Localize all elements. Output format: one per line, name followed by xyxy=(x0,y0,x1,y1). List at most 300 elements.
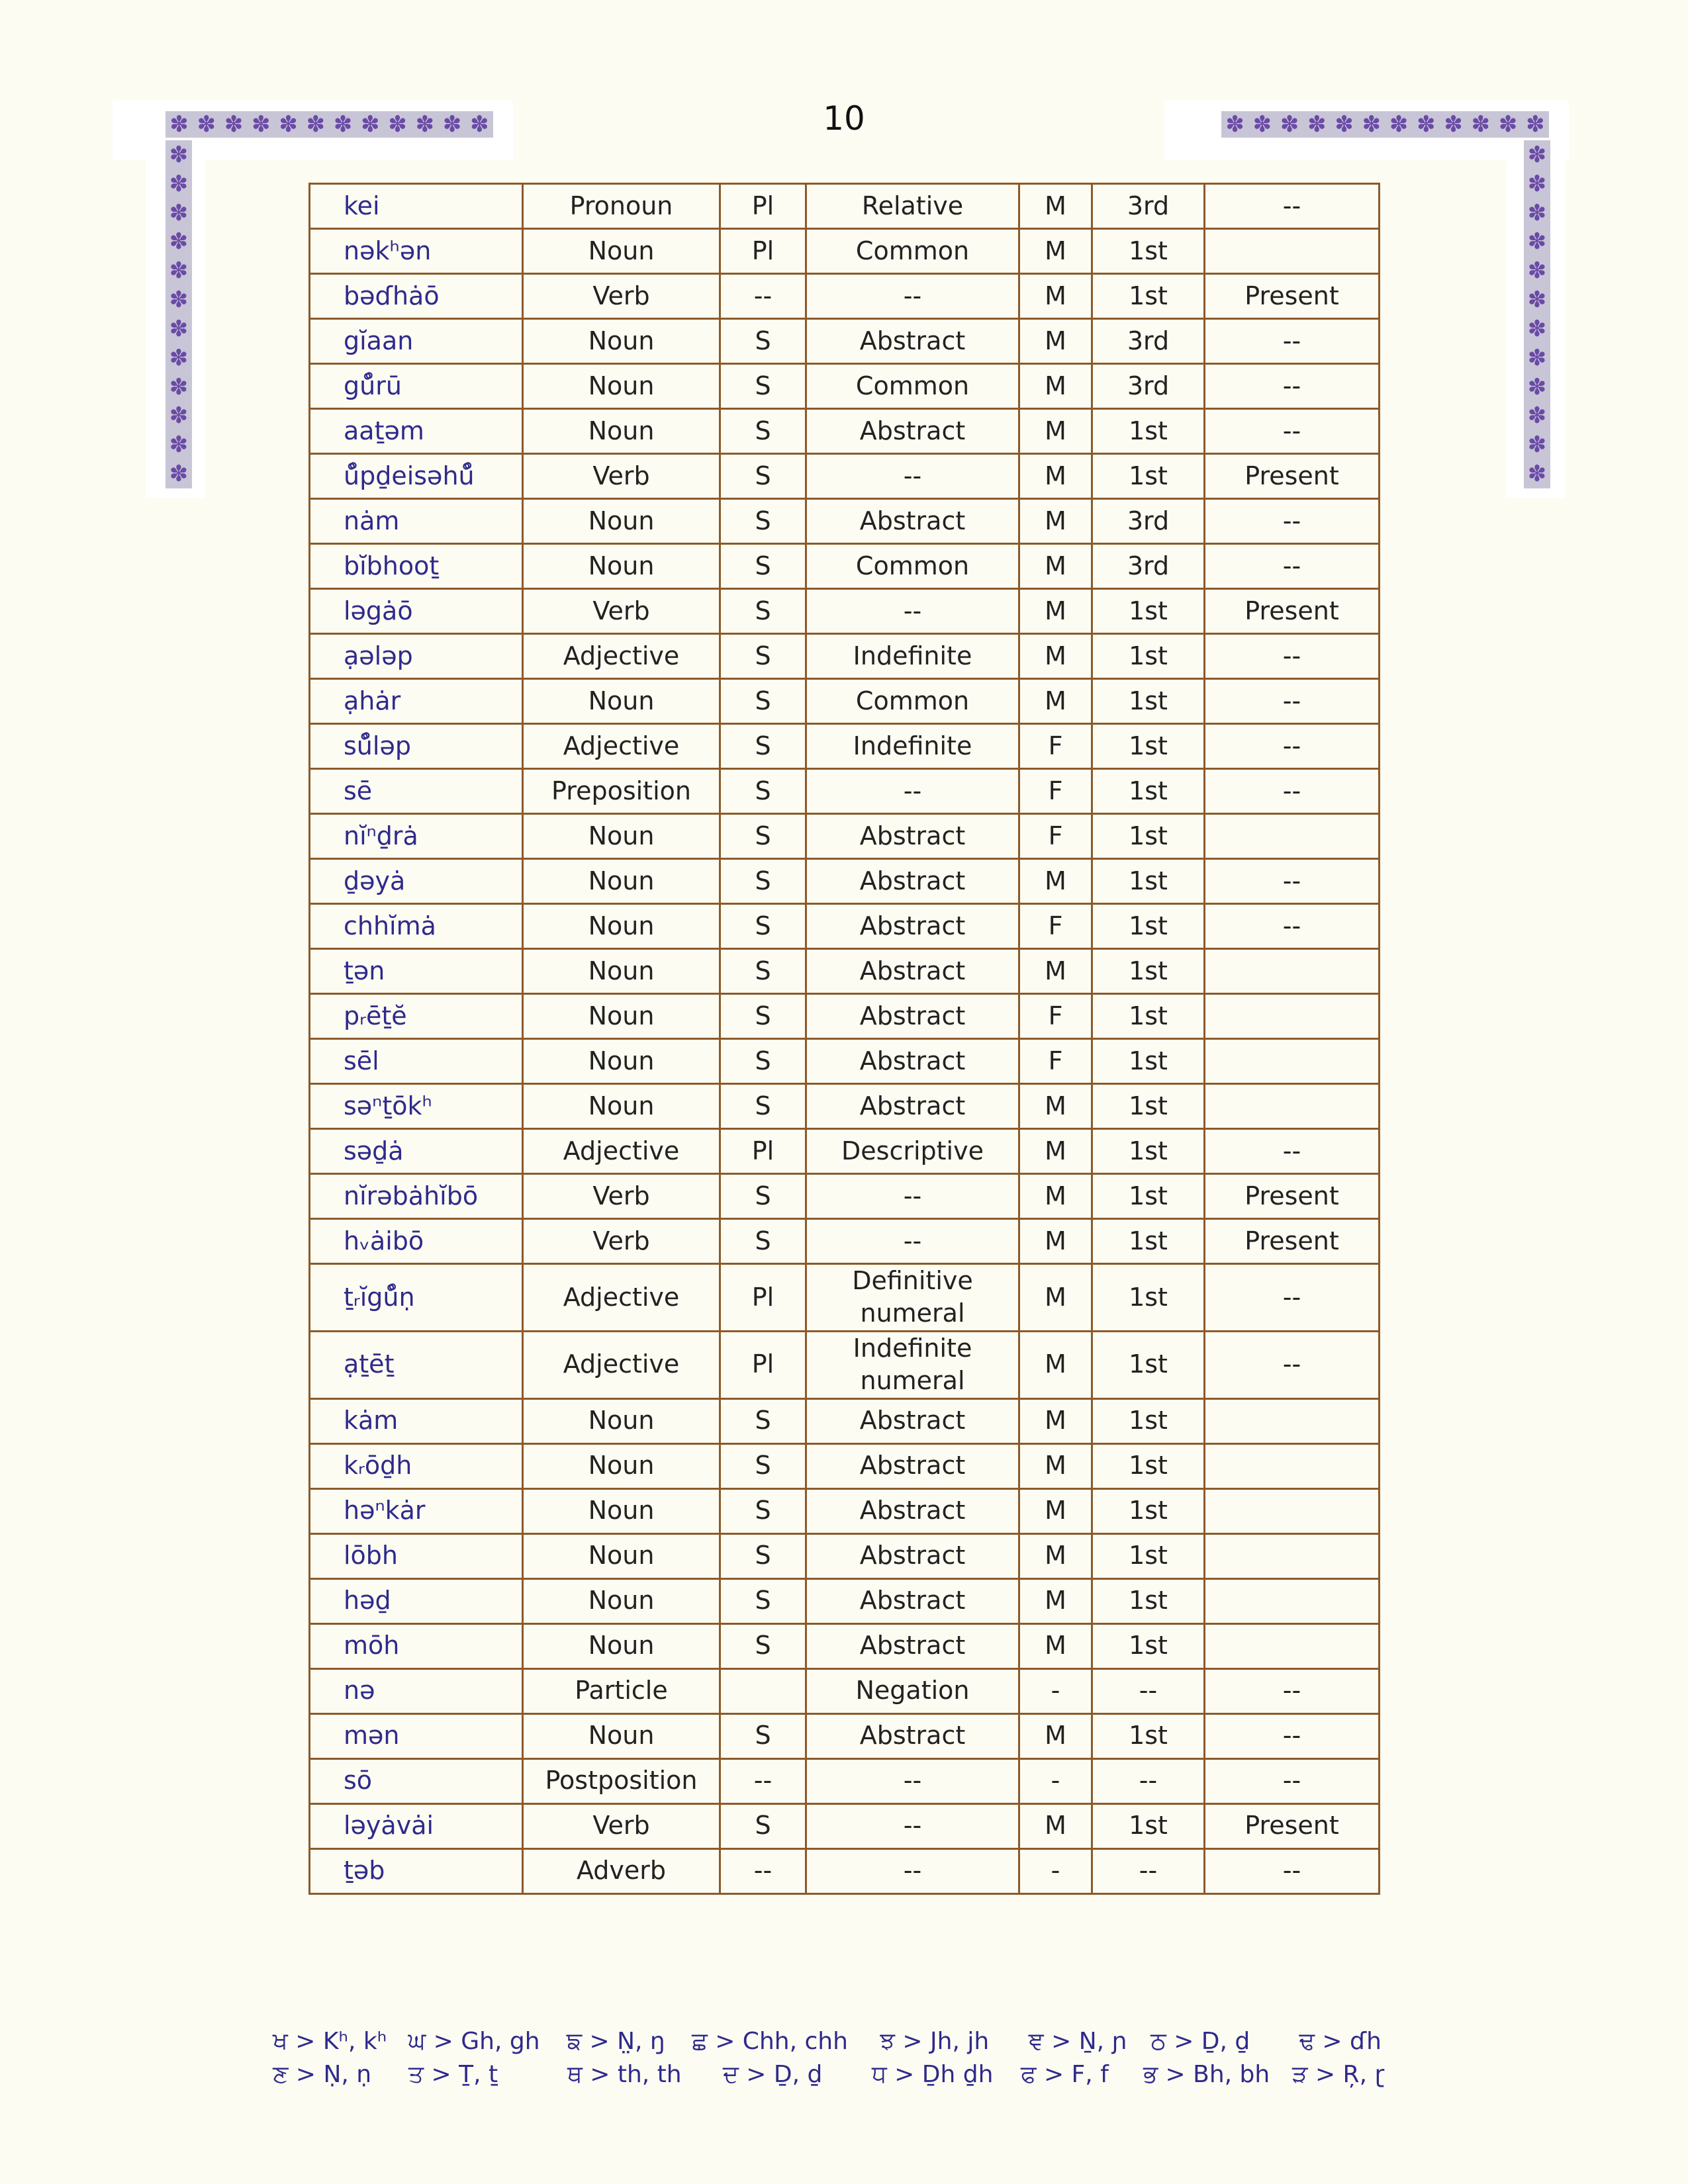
pos-cell: Noun xyxy=(523,1443,720,1488)
pos-cell: Verb xyxy=(523,589,720,634)
person-cell: 1st xyxy=(1092,1713,1205,1758)
word-cell: ạhȧr xyxy=(310,679,523,724)
gender-cell: M xyxy=(1019,1578,1092,1623)
word-cell: ạṯēṯ xyxy=(310,1331,523,1398)
table-row xyxy=(310,1174,1380,1219)
pos-cell: Noun xyxy=(523,409,720,454)
pos-cell: Noun xyxy=(523,859,720,904)
table-row xyxy=(310,769,1380,814)
flower-ornament-icon: ✽ xyxy=(1527,228,1547,255)
pos-cell: Verb xyxy=(523,1219,720,1264)
person-cell: 1st xyxy=(1092,814,1205,859)
table-row xyxy=(310,724,1380,769)
tense-cell: Present xyxy=(1205,1219,1380,1264)
table-row xyxy=(310,1488,1380,1533)
tense-cell xyxy=(1205,1578,1380,1623)
tense-cell: -- xyxy=(1205,904,1380,949)
tense-cell: Present xyxy=(1205,454,1380,499)
pos-cell: Noun xyxy=(523,904,720,949)
gender-cell: M xyxy=(1019,1331,1092,1398)
flower-ornament-icon: ✽ xyxy=(1527,373,1547,400)
tense-cell xyxy=(1205,1533,1380,1578)
type-cell: Relative xyxy=(806,184,1019,229)
flower-ornament-icon: ✽ xyxy=(1471,111,1491,138)
number-cell: Pl xyxy=(720,1331,806,1398)
word-cell: həḏ xyxy=(310,1578,523,1623)
flower-ornament-icon: ✽ xyxy=(361,111,380,138)
number-cell: -- xyxy=(720,1848,806,1893)
tense-cell xyxy=(1205,1084,1380,1129)
gender-cell: M xyxy=(1019,274,1092,319)
legend-item: ਞ > Ṉ, ɲ xyxy=(1028,2028,1127,2055)
gender-cell: F xyxy=(1019,994,1092,1039)
gender-cell: M xyxy=(1019,544,1092,589)
gender-cell: M xyxy=(1019,1533,1092,1578)
person-cell: 1st xyxy=(1092,1129,1205,1174)
tense-cell: -- xyxy=(1205,1758,1380,1803)
tense-cell: -- xyxy=(1205,679,1380,724)
type-cell: -- xyxy=(806,1758,1019,1803)
word-cell: lōbh xyxy=(310,1533,523,1578)
tense-cell xyxy=(1205,994,1380,1039)
tense-cell xyxy=(1205,1398,1380,1443)
pos-cell: Noun xyxy=(523,1398,720,1443)
tense-cell: -- xyxy=(1205,319,1380,364)
person-cell: 1st xyxy=(1092,274,1205,319)
number-cell: S xyxy=(720,1578,806,1623)
tense-cell xyxy=(1205,1443,1380,1488)
table-row xyxy=(310,634,1380,679)
type-cell: Abstract xyxy=(806,1713,1019,1758)
tense-cell: -- xyxy=(1205,769,1380,814)
type-cell: Abstract xyxy=(806,1533,1019,1578)
person-cell: 1st xyxy=(1092,904,1205,949)
person-cell: 1st xyxy=(1092,1488,1205,1533)
tense-cell: -- xyxy=(1205,409,1380,454)
pos-cell: Noun xyxy=(523,814,720,859)
word-cell: nə xyxy=(310,1668,523,1713)
type-cell: Abstract xyxy=(806,1398,1019,1443)
flower-ornament-icon: ✽ xyxy=(1527,461,1547,488)
tense-cell: -- xyxy=(1205,499,1380,544)
word-cell: kᵣōḏh xyxy=(310,1443,523,1488)
number-cell: S xyxy=(720,1443,806,1488)
pos-cell: Adjective xyxy=(523,1331,720,1398)
flower-ornament-icon: ✽ xyxy=(1362,111,1382,138)
legend-item: ਤ > Ṯ, ṯ xyxy=(408,2061,498,2088)
type-cell: Abstract xyxy=(806,1623,1019,1668)
word-cell: aaṯəm xyxy=(310,409,523,454)
gender-cell: M xyxy=(1019,1623,1092,1668)
word-cell: kȧm xyxy=(310,1398,523,1443)
word-cell: nĭⁿḏrȧ xyxy=(310,814,523,859)
number-cell: S xyxy=(720,1398,806,1443)
pos-cell: Adverb xyxy=(523,1848,720,1893)
word-cell: həⁿkȧr xyxy=(310,1488,523,1533)
legend-item: ਦ > Ḏ, ḏ xyxy=(723,2061,823,2088)
number-cell: S xyxy=(720,499,806,544)
table-row xyxy=(310,1443,1380,1488)
flower-ornament-icon: ✽ xyxy=(169,402,189,430)
word-cell: ləgȧō xyxy=(310,589,523,634)
tense-cell: -- xyxy=(1205,1129,1380,1174)
type-cell: Indefinite numeral xyxy=(806,1331,1019,1398)
pos-cell: Adjective xyxy=(523,1129,720,1174)
pos-cell: Noun xyxy=(523,1533,720,1578)
type-cell: Abstract xyxy=(806,499,1019,544)
word-cell: ṯᵣĭgů̊ṇ xyxy=(310,1264,523,1332)
gender-cell: M xyxy=(1019,949,1092,994)
flower-ornament-icon: ✽ xyxy=(1527,315,1547,342)
table-row xyxy=(310,949,1380,994)
flower-ornament-icon: ✽ xyxy=(169,461,189,488)
pos-cell: Noun xyxy=(523,319,720,364)
type-cell: Common xyxy=(806,544,1019,589)
person-cell: 1st xyxy=(1092,454,1205,499)
word-cell: chhĭmȧ xyxy=(310,904,523,949)
flower-ornament-icon: ✽ xyxy=(1527,344,1547,371)
word-cell: bĭbhooṯ xyxy=(310,544,523,589)
tense-cell xyxy=(1205,1623,1380,1668)
type-cell: Abstract xyxy=(806,1488,1019,1533)
number-cell: S xyxy=(720,589,806,634)
tense-cell: -- xyxy=(1205,634,1380,679)
flower-ornament-icon: ✽ xyxy=(1444,111,1463,138)
pos-cell: Adjective xyxy=(523,634,720,679)
flower-ornament-icon: ✽ xyxy=(1527,287,1547,314)
word-cell: mən xyxy=(310,1713,523,1758)
flower-ornament-icon: ✽ xyxy=(169,141,189,168)
tense-cell: -- xyxy=(1205,364,1380,409)
table-row xyxy=(310,1578,1380,1623)
gender-cell: M xyxy=(1019,634,1092,679)
legend-item: ਖ > Kʰ, kʰ xyxy=(273,2028,387,2055)
word-cell: pᵣēṯĕ xyxy=(310,994,523,1039)
number-cell: S xyxy=(720,1219,806,1264)
pos-cell: Noun xyxy=(523,1713,720,1758)
person-cell: 1st xyxy=(1092,994,1205,1039)
gender-cell: M xyxy=(1019,184,1092,229)
number-cell: S xyxy=(720,679,806,724)
tense-cell: -- xyxy=(1205,859,1380,904)
tense-cell xyxy=(1205,229,1380,274)
legend-item: ੜ > Ŗ, ɽ xyxy=(1292,2061,1385,2088)
pos-cell: Noun xyxy=(523,1084,720,1129)
gender-cell: M xyxy=(1019,1129,1092,1174)
person-cell: 3rd xyxy=(1092,319,1205,364)
type-cell: Common xyxy=(806,229,1019,274)
person-cell: 1st xyxy=(1092,589,1205,634)
type-cell: Common xyxy=(806,364,1019,409)
number-cell: S xyxy=(720,364,806,409)
flower-ornament-icon: ✽ xyxy=(169,257,189,285)
legend-item: ਙ > N̤, ŋ xyxy=(566,2028,665,2055)
gender-cell: M xyxy=(1019,1713,1092,1758)
gender-cell: - xyxy=(1019,1668,1092,1713)
table-row xyxy=(310,1039,1380,1084)
tense-cell: -- xyxy=(1205,1668,1380,1713)
pos-cell: Noun xyxy=(523,1578,720,1623)
tense-cell: Present xyxy=(1205,274,1380,319)
table-row xyxy=(310,1129,1380,1174)
person-cell: -- xyxy=(1092,1758,1205,1803)
type-cell: -- xyxy=(806,1848,1019,1893)
person-cell: 1st xyxy=(1092,1219,1205,1264)
flower-ornament-icon: ✽ xyxy=(442,111,462,138)
flower-ornament-icon: ✽ xyxy=(1527,402,1547,430)
gender-cell: M xyxy=(1019,1219,1092,1264)
gender-cell: M xyxy=(1019,499,1092,544)
flower-ornament-icon: ✽ xyxy=(1527,170,1547,197)
person-cell: 3rd xyxy=(1092,499,1205,544)
legend-item: ਘ > Gh, gh xyxy=(408,2028,540,2055)
flower-ornament-icon: ✽ xyxy=(1252,111,1272,138)
gender-cell: M xyxy=(1019,589,1092,634)
tense-cell xyxy=(1205,1039,1380,1084)
table-row xyxy=(310,1623,1380,1668)
type-cell: Common xyxy=(806,679,1019,724)
flower-ornament-icon: ✽ xyxy=(333,111,353,138)
number-cell: S xyxy=(720,1174,806,1219)
person-cell: 1st xyxy=(1092,1174,1205,1219)
gender-cell: - xyxy=(1019,1848,1092,1893)
table-row xyxy=(310,544,1380,589)
person-cell: 3rd xyxy=(1092,364,1205,409)
flower-ornament-icon: ✽ xyxy=(169,315,189,342)
number-cell: -- xyxy=(720,1758,806,1803)
pos-cell: Pronoun xyxy=(523,184,720,229)
gender-cell: M xyxy=(1019,454,1092,499)
word-cell: ḏəyȧ xyxy=(310,859,523,904)
tense-cell: Present xyxy=(1205,1803,1380,1848)
word-cell: səⁿṯōkʰ xyxy=(310,1084,523,1129)
legend-item: ਣ > Ṇ, ṇ xyxy=(273,2061,372,2088)
person-cell: 1st xyxy=(1092,1084,1205,1129)
table-row xyxy=(310,274,1380,319)
person-cell: -- xyxy=(1092,1668,1205,1713)
person-cell: 1st xyxy=(1092,769,1205,814)
word-cell: ṯən xyxy=(310,949,523,994)
legend-item: ਝ > Jh, jh xyxy=(880,2028,990,2055)
table-row xyxy=(310,1264,1380,1332)
word-cell: gů̊rū xyxy=(310,364,523,409)
person-cell: 1st xyxy=(1092,1264,1205,1332)
table-row xyxy=(310,1084,1380,1129)
type-cell: Abstract xyxy=(806,904,1019,949)
person-cell: 1st xyxy=(1092,1331,1205,1398)
table-row xyxy=(310,1758,1380,1803)
number-cell: Pl xyxy=(720,229,806,274)
tense-cell xyxy=(1205,949,1380,994)
number-cell: Pl xyxy=(720,1264,806,1332)
type-cell: Abstract xyxy=(806,319,1019,364)
flower-ornament-icon: ✽ xyxy=(1417,111,1436,138)
type-cell: Abstract xyxy=(806,994,1019,1039)
legend-item: ਥ > th, th xyxy=(567,2061,682,2088)
person-cell: 1st xyxy=(1092,1039,1205,1084)
word-cell: kei xyxy=(310,184,523,229)
gender-cell: M xyxy=(1019,1398,1092,1443)
table-row xyxy=(310,229,1380,274)
tense-cell: -- xyxy=(1205,1264,1380,1332)
person-cell: 1st xyxy=(1092,859,1205,904)
table-row xyxy=(310,1848,1380,1893)
flower-ornament-icon: ✽ xyxy=(388,111,407,138)
tense-cell: Present xyxy=(1205,1174,1380,1219)
word-cell: nȧm xyxy=(310,499,523,544)
table-row xyxy=(310,1331,1380,1398)
number-cell: S xyxy=(720,1713,806,1758)
number-cell: S xyxy=(720,994,806,1039)
type-cell: Negation xyxy=(806,1668,1019,1713)
flower-ornament-icon: ✽ xyxy=(1527,141,1547,168)
word-cell: nəkʰən xyxy=(310,229,523,274)
flower-ornament-icon: ✽ xyxy=(169,170,189,197)
person-cell: 1st xyxy=(1092,1623,1205,1668)
pos-cell: Postposition xyxy=(523,1758,720,1803)
gender-cell: M xyxy=(1019,859,1092,904)
transliteration-legend xyxy=(273,2025,1398,2091)
flower-ornament-icon: ✽ xyxy=(279,111,298,138)
person-cell: -- xyxy=(1092,1848,1205,1893)
pos-cell: Adjective xyxy=(523,724,720,769)
flower-ornament-icon: ✽ xyxy=(169,199,189,226)
word-cell: ləyȧvȧi xyxy=(310,1803,523,1848)
number-cell: S xyxy=(720,1623,806,1668)
flower-ornament-icon: ✽ xyxy=(415,111,435,138)
word-cell: sēl xyxy=(310,1039,523,1084)
table-row xyxy=(310,1398,1380,1443)
flower-ornament-icon: ✽ xyxy=(1225,111,1244,138)
number-cell: S xyxy=(720,319,806,364)
gender-cell: F xyxy=(1019,814,1092,859)
tense-cell: -- xyxy=(1205,544,1380,589)
table-row xyxy=(310,1668,1380,1713)
border-right xyxy=(1524,140,1550,488)
lexicon-table xyxy=(308,183,1380,1895)
tense-cell: -- xyxy=(1205,184,1380,229)
table-row xyxy=(310,364,1380,409)
person-cell: 1st xyxy=(1092,409,1205,454)
flower-ornament-icon: ✽ xyxy=(169,111,189,138)
table-row xyxy=(310,679,1380,724)
number-cell: S xyxy=(720,1039,806,1084)
flower-ornament-icon: ✽ xyxy=(1527,432,1547,459)
gender-cell: - xyxy=(1019,1758,1092,1803)
gender-cell: M xyxy=(1019,1488,1092,1533)
gender-cell: M xyxy=(1019,1803,1092,1848)
pos-cell: Noun xyxy=(523,364,720,409)
number-cell: S xyxy=(720,724,806,769)
flower-ornament-icon: ✽ xyxy=(252,111,271,138)
flower-ornament-icon: ✽ xyxy=(306,111,326,138)
legend-item: ਫ > F, f xyxy=(1021,2061,1109,2088)
pos-cell: Noun xyxy=(523,994,720,1039)
flower-ornament-icon: ✽ xyxy=(1280,111,1299,138)
person-cell: 1st xyxy=(1092,1398,1205,1443)
word-cell: sē xyxy=(310,769,523,814)
type-cell: Abstract xyxy=(806,859,1019,904)
word-cell: bəɗhȧō xyxy=(310,274,523,319)
pos-cell: Particle xyxy=(523,1668,720,1713)
number-cell: S xyxy=(720,769,806,814)
tense-cell: Present xyxy=(1205,589,1380,634)
table-row xyxy=(310,1803,1380,1848)
border-top-left xyxy=(165,111,493,138)
word-cell: ṯəb xyxy=(310,1848,523,1893)
word-cell: hᵥȧibō xyxy=(310,1219,523,1264)
type-cell: -- xyxy=(806,769,1019,814)
table-row xyxy=(310,904,1380,949)
type-cell: -- xyxy=(806,1803,1019,1848)
type-cell: Abstract xyxy=(806,1443,1019,1488)
legend-item: ਛ > Chh, chh xyxy=(692,2028,848,2055)
pos-cell: Noun xyxy=(523,1488,720,1533)
flower-ornament-icon: ✽ xyxy=(169,287,189,314)
table-row xyxy=(310,1533,1380,1578)
number-cell xyxy=(720,1668,806,1713)
gender-cell: M xyxy=(1019,229,1092,274)
table-row xyxy=(310,1713,1380,1758)
flower-ornament-icon: ✽ xyxy=(1307,111,1327,138)
word-cell: sō xyxy=(310,1758,523,1803)
type-cell: -- xyxy=(806,1174,1019,1219)
pos-cell: Verb xyxy=(523,274,720,319)
number-cell: S xyxy=(720,859,806,904)
gender-cell: F xyxy=(1019,904,1092,949)
number-cell: S xyxy=(720,1488,806,1533)
table-row xyxy=(310,859,1380,904)
person-cell: 1st xyxy=(1092,1803,1205,1848)
gender-cell: M xyxy=(1019,679,1092,724)
number-cell: S xyxy=(720,949,806,994)
type-cell: Descriptive xyxy=(806,1129,1019,1174)
tense-cell xyxy=(1205,1488,1380,1533)
person-cell: 1st xyxy=(1092,949,1205,994)
gender-cell: M xyxy=(1019,1264,1092,1332)
flower-ornament-icon: ✽ xyxy=(470,111,489,138)
number-cell: S xyxy=(720,454,806,499)
pos-cell: Noun xyxy=(523,229,720,274)
type-cell: Abstract xyxy=(806,409,1019,454)
person-cell: 1st xyxy=(1092,1443,1205,1488)
type-cell: -- xyxy=(806,274,1019,319)
number-cell: S xyxy=(720,904,806,949)
person-cell: 1st xyxy=(1092,634,1205,679)
number-cell: S xyxy=(720,1533,806,1578)
word-cell: səḏȧ xyxy=(310,1129,523,1174)
flower-ornament-icon: ✽ xyxy=(1527,199,1547,226)
number-cell: Pl xyxy=(720,1129,806,1174)
legend-item: ਧ > Ḏh ḏh xyxy=(872,2061,994,2088)
gender-cell: M xyxy=(1019,1443,1092,1488)
tense-cell: -- xyxy=(1205,724,1380,769)
flower-ornament-icon: ✽ xyxy=(169,344,189,371)
table-row xyxy=(310,184,1380,229)
gender-cell: M xyxy=(1019,364,1092,409)
flower-ornament-icon: ✽ xyxy=(1527,257,1547,285)
word-cell: ů̊pḏeisəhů̊ xyxy=(310,454,523,499)
pos-cell: Noun xyxy=(523,949,720,994)
gender-cell: M xyxy=(1019,409,1092,454)
number-cell: S xyxy=(720,1803,806,1848)
tense-cell: -- xyxy=(1205,1848,1380,1893)
gender-cell: M xyxy=(1019,319,1092,364)
pos-cell: Adjective xyxy=(523,1264,720,1332)
table-row xyxy=(310,1219,1380,1264)
word-cell: nĭrəbȧhĭbō xyxy=(310,1174,523,1219)
flower-ornament-icon: ✽ xyxy=(1526,111,1545,138)
